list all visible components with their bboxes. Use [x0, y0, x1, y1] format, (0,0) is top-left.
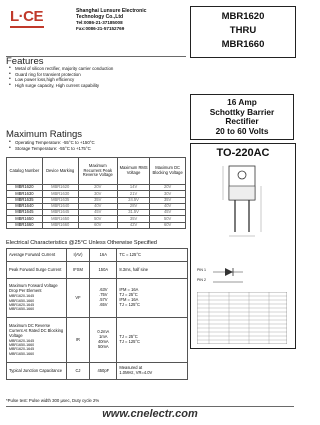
table-cell: MBR1620 [7, 185, 43, 191]
row-label: Maximum Forward Voltage Drop Per Element [9, 283, 58, 294]
row-sublabel: MBR1620-1645 [9, 347, 35, 352]
col-device-marking: Device Marking [42, 158, 78, 185]
condition: 1.0MHz, VR=4.0V [119, 370, 153, 375]
part-number-from: MBR1620 [221, 11, 265, 22]
table-cell [7, 279, 67, 318]
company-name-line2: Technology Co.,Ltd [76, 13, 124, 20]
table-cell [90, 318, 117, 363]
list-item: • Operating Temperature: -55°C to +150°C [15, 140, 95, 146]
table-cell: 45V [150, 210, 186, 216]
table-cell: 35V [150, 197, 186, 203]
table-cell: 60V [150, 222, 186, 228]
table-cell: 35V [117, 216, 149, 222]
table-cell: Peak Forward Surge Current [7, 262, 67, 279]
part-number-to: MBR1660 [221, 39, 265, 50]
condition: IFM = 16A [119, 287, 139, 293]
spec-current: 16 Amp [227, 97, 257, 107]
table-cell: Typical Junction Capacitance [7, 363, 67, 380]
pin1-label: PIN 1 [197, 268, 206, 272]
table-cell: 40V [78, 203, 117, 209]
row-sublabel: MBR1620-1645 [9, 338, 35, 343]
table-cell: MBR1635 [42, 197, 78, 203]
table-cell: 35V [78, 197, 117, 203]
table-cell: MBR1640 [7, 203, 43, 209]
table-cell [117, 279, 188, 318]
pin2-label: PIN 2 [197, 278, 206, 282]
table-cell: 30V [150, 191, 186, 197]
table-row [7, 318, 188, 363]
diode-symbol-drawing [201, 266, 261, 288]
table-cell: MBR1645 [7, 210, 43, 216]
value: .57V [99, 297, 108, 302]
electrical-title: Electrical Characteristics @25°C Unless Otherwise Specified [6, 240, 157, 246]
table-cell: 150A [90, 262, 117, 279]
logo-underline [10, 26, 44, 28]
condition: TJ = 125°C [119, 301, 141, 307]
logo-text: L·CE [10, 8, 43, 25]
table-cell: 31.5V [117, 210, 149, 216]
pulse-test-note: *Pulse test: Pulse width 300 µsec, Duty cycle 2% [6, 398, 100, 403]
dimension-table-graphic [197, 292, 287, 344]
package-title: TO-220AC [216, 147, 270, 159]
company-name: Shanghai Lunsure Electronic [76, 8, 147, 14]
footer-url: www.cnelectr.com [102, 408, 198, 420]
condition: TJ = 25°C [119, 292, 138, 298]
table-cell: I(AV) [66, 249, 90, 262]
table-cell: 20V [150, 185, 186, 191]
table-cell [90, 279, 117, 318]
value: 0.2mA [97, 329, 110, 335]
table-cell: MBR1640 [42, 203, 78, 209]
spec-voltage: 20 to 60 Volts [215, 125, 269, 136]
row-sublabel: MBR1620-1645 [9, 294, 35, 299]
features-title: Features [6, 56, 44, 67]
table-row [7, 222, 186, 228]
company-logo [10, 8, 43, 25]
condition: IFM = 16A [119, 297, 139, 302]
table-cell: MBR1660 [42, 222, 78, 228]
max-ratings-title: Maximum Ratings [6, 129, 83, 140]
table-cell: MBR1645 [42, 210, 78, 216]
features-list [6, 66, 113, 88]
company-tel: Tel:0086-21-37185008 [76, 20, 123, 26]
table-cell: 42V [117, 222, 149, 228]
part-number-thru: THRU [229, 25, 257, 36]
table-cell: 30V [78, 191, 117, 197]
table-cell: MBR1630 [7, 191, 43, 197]
value: .75V [99, 292, 108, 298]
row-sublabel: MBR1650-1660 [9, 351, 35, 356]
table-cell: IR [66, 318, 90, 363]
table-cell: 16A [90, 249, 117, 262]
row-label: Maximum DC Reverse Current At Rated DC Blocking Voltage [9, 322, 64, 338]
package-box [190, 143, 296, 349]
row-sublabel: MBR1620-1645 [9, 302, 35, 307]
table-row [7, 363, 188, 380]
table-row [7, 262, 188, 279]
row-sublabel: MBR1650-1660 [9, 307, 35, 312]
spec-device: Rectifier [225, 116, 259, 126]
condition: TJ = 25°C [119, 334, 138, 340]
col-catalog-number: Catalog Number [7, 158, 43, 185]
table-cell: MBR1630 [42, 191, 78, 197]
table-cell: 45V [78, 210, 117, 216]
part-number-box [190, 6, 296, 58]
table-cell: MBR1650 [42, 216, 78, 222]
condition: Measured at [119, 365, 143, 371]
table-cell: 450pF [90, 363, 117, 380]
list-item: • Low power loss,high efficiency [15, 77, 113, 83]
table-cell: Average Forward Current [7, 249, 67, 262]
table-cell: VF [66, 279, 90, 318]
list-item: • High surge capacity, High current capability [15, 83, 113, 89]
max-ratings-list [6, 140, 95, 151]
spec-summary-box [190, 94, 294, 140]
value: .63V [99, 287, 108, 293]
table-row [7, 279, 188, 318]
table-cell: MBR1635 [7, 197, 43, 203]
table-cell: IFSM [66, 262, 90, 279]
condition: TJ = 125°C [119, 339, 141, 344]
table-cell: TC = 125°C [117, 249, 188, 262]
list-item: • Storage Temperature: -55°C to +175°C [15, 146, 95, 152]
table-header-row [7, 158, 186, 185]
table-cell: 14V [117, 185, 149, 191]
table-cell: 21V [117, 191, 149, 197]
table-row [7, 249, 188, 262]
table-cell: 50V [78, 216, 117, 222]
spec-type: Schottky Barrier [209, 106, 275, 117]
footer-divider [6, 406, 294, 407]
table-cell: MBR1660 [7, 222, 43, 228]
ratings-table [6, 157, 186, 229]
list-item: • Metal of silicon rectifier, majority carrier conduction [15, 66, 113, 72]
row-sublabel: MBR1650-1660 [9, 298, 35, 303]
table-cell [7, 318, 67, 363]
row-sublabel: MBR1650-1660 [9, 342, 35, 347]
value: 40mA [97, 339, 109, 344]
table-cell: 60V [78, 222, 117, 228]
company-info [76, 9, 146, 31]
value: .65V [99, 301, 108, 307]
list-item: • Guard ring for transient protection [15, 72, 113, 78]
package-outline-drawing [193, 162, 291, 242]
company-fax: Fax:0086-21-57152769 [76, 25, 125, 31]
table-cell: MBR1650 [7, 216, 43, 222]
col-rms-voltage: Maximum RMS Voltage [117, 158, 149, 185]
table-cell [117, 318, 188, 363]
table-cell: 8.3ms, half sine [117, 262, 188, 279]
table-cell: CJ [66, 363, 90, 380]
table-cell: 28V [117, 203, 149, 209]
table-cell [117, 363, 188, 380]
table-cell: 50V [150, 216, 186, 222]
col-dc-blocking-voltage: Maximum DC Blocking Voltage [150, 158, 186, 185]
table-cell: MBR1620 [42, 185, 78, 191]
table-cell: 20V [78, 185, 117, 191]
electrical-table [6, 248, 188, 380]
table-cell: 40V [150, 203, 186, 209]
value: 1mA [99, 334, 108, 340]
value: 50mA [97, 343, 109, 349]
col-peak-reverse-voltage: Maximum Recurrent Peak Reverse Voltage [78, 158, 117, 185]
table-cell: 24.5V [117, 197, 149, 203]
